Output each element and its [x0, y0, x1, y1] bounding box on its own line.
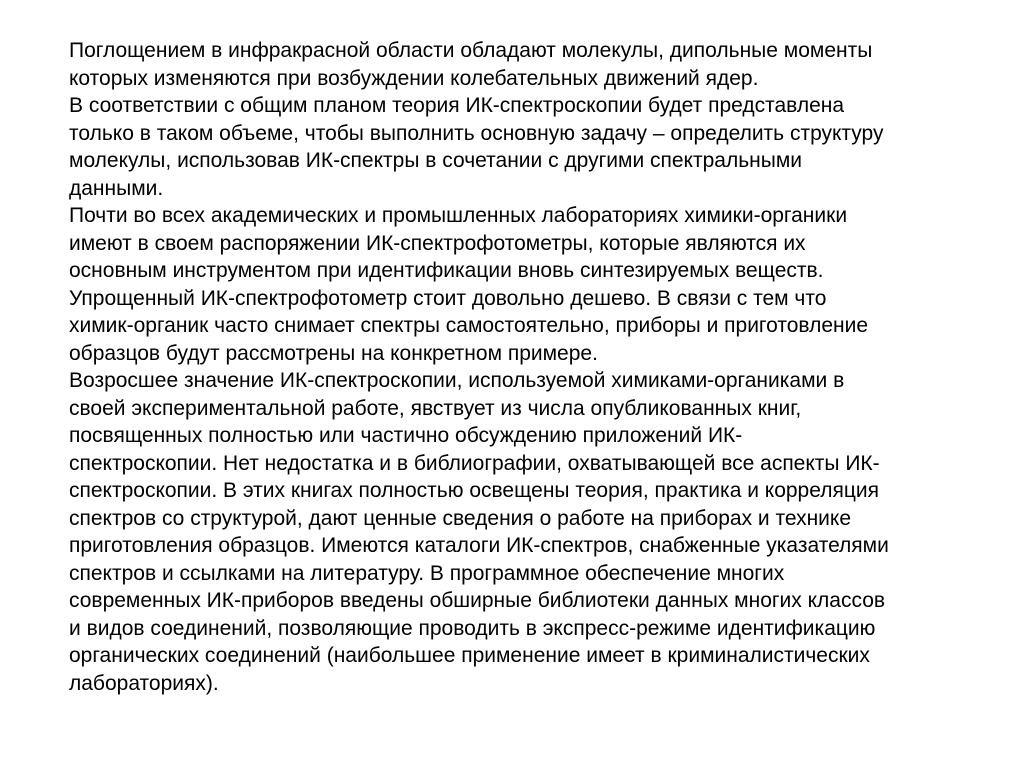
text-line: Упрощенный ИК-спектрофотометр стоит довольно дешево. В связи с тем что — [69, 286, 827, 310]
text-line: основным инструментом при идентификации вновь синтезируемых веществ. — [69, 259, 824, 282]
text-line: органических соединений (наибольшее применение имеет в криминалистических — [69, 644, 870, 667]
text-line: В соответствии с общим планом теория ИК-спектроскопии будет представлена — [69, 94, 845, 117]
text-line: Возросшее значение ИК-спектроскопии, используемой химиками-органиками в — [69, 369, 845, 392]
text-line: данными. — [69, 176, 164, 200]
text-line: приготовления образцов. Имеются каталоги ИК-спектров, снабженные указателями — [69, 534, 889, 557]
text-line: посвященных полностью или частично обсуждению приложений ИК- — [69, 424, 743, 447]
text-line: которых изменяются при возбуждении колебательных движений ядер. — [69, 66, 759, 90]
text-line: и видов соединений, позволяющие проводить в экспресс-режиме идентификацию — [69, 616, 876, 640]
text-line: современных ИК-приборов введены обширные библиотеки данных многих классов — [69, 589, 886, 612]
text-line: Поглощением в инфракрасной области обладают молекулы, дипольные моменты — [69, 39, 873, 62]
text-line: лабораториях). — [69, 671, 219, 695]
text-line: имеют в своем распоряжении ИК-спектрофотометры, которые являются их — [69, 231, 806, 255]
text-line: спектроскопии. В этих книгах полностью освещены теория, практика и корреляция — [69, 479, 879, 502]
text-line: молекулы, использовав ИК-спектры в сочетании с другими спектральными — [69, 149, 803, 172]
slide-body-text — [69, 37, 969, 697]
text-line: химик-органик часто снимает спектры самостоятельно, приборы и приготовление — [69, 314, 869, 337]
text-line: только в таком объеме, чтобы выполнить основную задачу – определить структуру — [69, 121, 884, 145]
text-line: спектроскопии. Нет недостатка и в библиографии, охватывающей все аспекты ИК- — [69, 451, 880, 475]
text-line: спектров и ссылками на литературу. В программное обеспечение многих — [69, 561, 785, 585]
text-line: образцов будут рассмотрены на конкретном примере. — [69, 341, 598, 365]
text-line: спектров со структурой, дают ценные сведения о работе на приборах и технике — [69, 506, 852, 530]
text-line: Почти во всех академических и промышленных лабораториях химики-органики — [69, 204, 848, 227]
text-line: своей экспериментальной работе, явствует из числа опубликованных книг, — [69, 396, 802, 420]
